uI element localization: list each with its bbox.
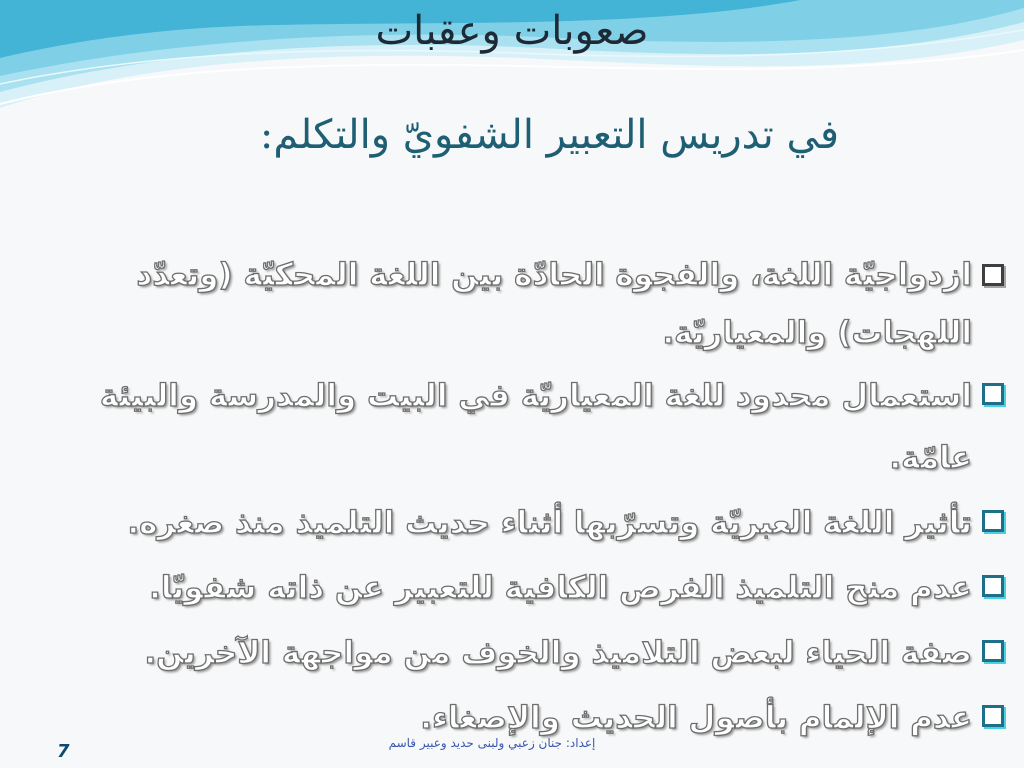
checkbox-bullet-icon [982,705,1004,727]
bullet-item [14,557,1004,619]
bullet-text: عدم الإلمام بأصول الحديث والإصغاء. [420,700,972,736]
bullet-text: عدم منح التلميذ الفرص الكافية للتعبير عن ذاته شفويّا. [149,570,972,606]
bullet-item [14,365,1004,489]
bullet-item [14,492,1004,554]
checkbox-bullet-icon [982,383,1004,405]
checkbox-bullet-icon [982,575,1004,597]
page-number: 7 [57,741,70,762]
checkbox-bullet-icon [982,640,1004,662]
checkbox-bullet-icon [982,510,1004,532]
bullet-item [14,622,1004,684]
bullet-text: تأثير اللغة العبريّة وتسرّبها أثناء حديث التلميذ منذ صغره. [127,505,972,541]
slide-subtitle: في تدريس التعبير الشفويّ والتكلم: [259,112,839,158]
footer-author-credit: إعداد: جنان زعبي ولبنى حديد وعبير قاسم [388,736,596,750]
bullet-text: ازدواجيّة اللغة، والفجوة الحادّة بين اللغة المحكيّة (وتعدّد اللهجات) والمعياريّة. [136,257,972,351]
bullet-item [14,246,1004,362]
slide-title: صعوبات وعقبات [375,8,649,54]
bullet-text: صفة الحياء لبعض التلاميذ والخوف من مواجهة الآخرين. [144,635,972,671]
checkbox-bullet-icon [982,264,1004,286]
bullet-text: استعمال محدود للغة المعياريّة في البيت والمدرسة والبيئة عامّة. [99,378,972,476]
bullet-list [14,246,1004,752]
